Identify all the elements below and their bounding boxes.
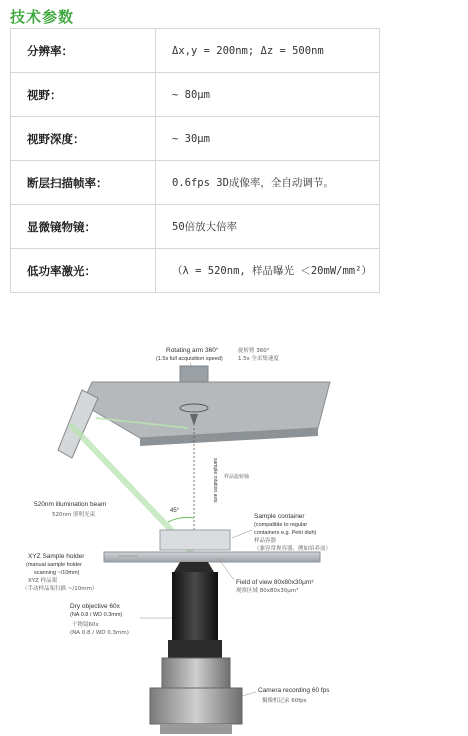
spec-table bbox=[10, 28, 380, 293]
sample-container bbox=[160, 530, 230, 550]
label-rotation-axis-cn: 样品旋转轴 bbox=[224, 474, 250, 480]
spec-label: 显微镜物镜： bbox=[11, 205, 156, 249]
spec-value: ~ 80μm bbox=[156, 73, 380, 117]
label-camera bbox=[258, 687, 330, 704]
spec-label: 断层扫描帧率： bbox=[11, 161, 156, 205]
spec-value: 0.6fps 3D成像率，全自动调节。 bbox=[156, 161, 380, 205]
spec-value: Δx,y = 200nm; Δz = 500nm bbox=[156, 29, 380, 73]
svg-text:(compatible to regular: (compatible to regular bbox=[254, 522, 308, 528]
camera-body bbox=[150, 658, 242, 734]
svg-text:干物镜60x: 干物镜60x bbox=[72, 622, 99, 628]
section-title: 技术参数 bbox=[10, 8, 75, 26]
svg-text:观察区域 80x80x30μm³: 观察区域 80x80x30μm³ bbox=[236, 588, 299, 594]
spec-row bbox=[11, 73, 380, 117]
spec-label: 分辨率： bbox=[11, 29, 156, 73]
svg-text:Field of view 80x80x30μm³: Field of view 80x80x30μm³ bbox=[236, 579, 314, 586]
svg-text:XYZ Sample holder: XYZ Sample holder bbox=[28, 553, 85, 560]
spec-row bbox=[11, 161, 380, 205]
label-rotation-axis: sample rotation axis bbox=[212, 458, 218, 503]
label-beam bbox=[34, 501, 106, 518]
svg-text:containers e.g. Petri dish): containers e.g. Petri dish) bbox=[254, 530, 317, 536]
svg-text:520nm illumination beam: 520nm illumination beam bbox=[34, 501, 107, 508]
spec-value: （λ = 520nm, 样品曝光 ＜20mW/mm²） bbox=[156, 249, 380, 293]
svg-text:(manual sample holder: (manual sample holder bbox=[26, 562, 82, 568]
svg-text:1.5s 全采集速度: 1.5s 全采集速度 bbox=[238, 356, 279, 362]
objective-lens bbox=[168, 562, 222, 658]
svg-text:（手动样品架扫描 ~/10mm）: （手动样品架扫描 ~/10mm） bbox=[22, 586, 98, 592]
label-sample-holder bbox=[22, 553, 97, 592]
spec-row bbox=[11, 29, 380, 73]
spec-value: ~ 30μm bbox=[156, 117, 380, 161]
svg-text:Camera recording 60 fps: Camera recording 60 fps bbox=[258, 687, 330, 694]
label-field-of-view bbox=[236, 579, 314, 594]
svg-text:scanning ~/10mm): scanning ~/10mm) bbox=[34, 570, 80, 576]
stage-plate bbox=[104, 552, 320, 562]
label-angle: 45° bbox=[170, 508, 180, 514]
svg-text:旋转臂 360°: 旋转臂 360° bbox=[238, 348, 270, 354]
label-sample-container bbox=[254, 513, 331, 552]
label-objective bbox=[70, 603, 129, 636]
spec-row bbox=[11, 249, 380, 293]
spec-row bbox=[11, 205, 380, 249]
svg-text:520nm 照明光束: 520nm 照明光束 bbox=[52, 512, 96, 518]
spec-label: 视野深度： bbox=[11, 117, 156, 161]
spec-label: 视野： bbox=[11, 73, 156, 117]
svg-text:样品容器: 样品容器 bbox=[254, 538, 277, 544]
label-rotating-arm bbox=[156, 346, 279, 362]
svg-text:Rotating arm 360°: Rotating arm 360° bbox=[166, 347, 219, 354]
spec-row bbox=[11, 117, 380, 161]
svg-text:Dry objective 60x: Dry objective 60x bbox=[70, 603, 120, 610]
svg-text:(NA 0.8 / WD 0.3mm): (NA 0.8 / WD 0.3mm) bbox=[70, 630, 129, 636]
svg-text:XYZ 样品架: XYZ 样品架 bbox=[28, 578, 58, 584]
svg-text:(1.5s full acquisition speed): (1.5s full acquisition speed) bbox=[156, 356, 223, 362]
svg-text:Sample container: Sample container bbox=[254, 513, 305, 520]
spec-value: 50倍放大倍率 bbox=[156, 205, 380, 249]
svg-text:（兼容常规容器，例如培养皿）: （兼容常规容器，例如培养皿） bbox=[254, 546, 332, 552]
svg-text:摄像机记录 60fps: 摄像机记录 60fps bbox=[262, 698, 307, 704]
spec-label: 低功率激光： bbox=[11, 249, 156, 293]
svg-text:(NA 0.8 / WD 0.3mm): (NA 0.8 / WD 0.3mm) bbox=[70, 612, 123, 618]
microscope-diagram bbox=[0, 340, 468, 736]
